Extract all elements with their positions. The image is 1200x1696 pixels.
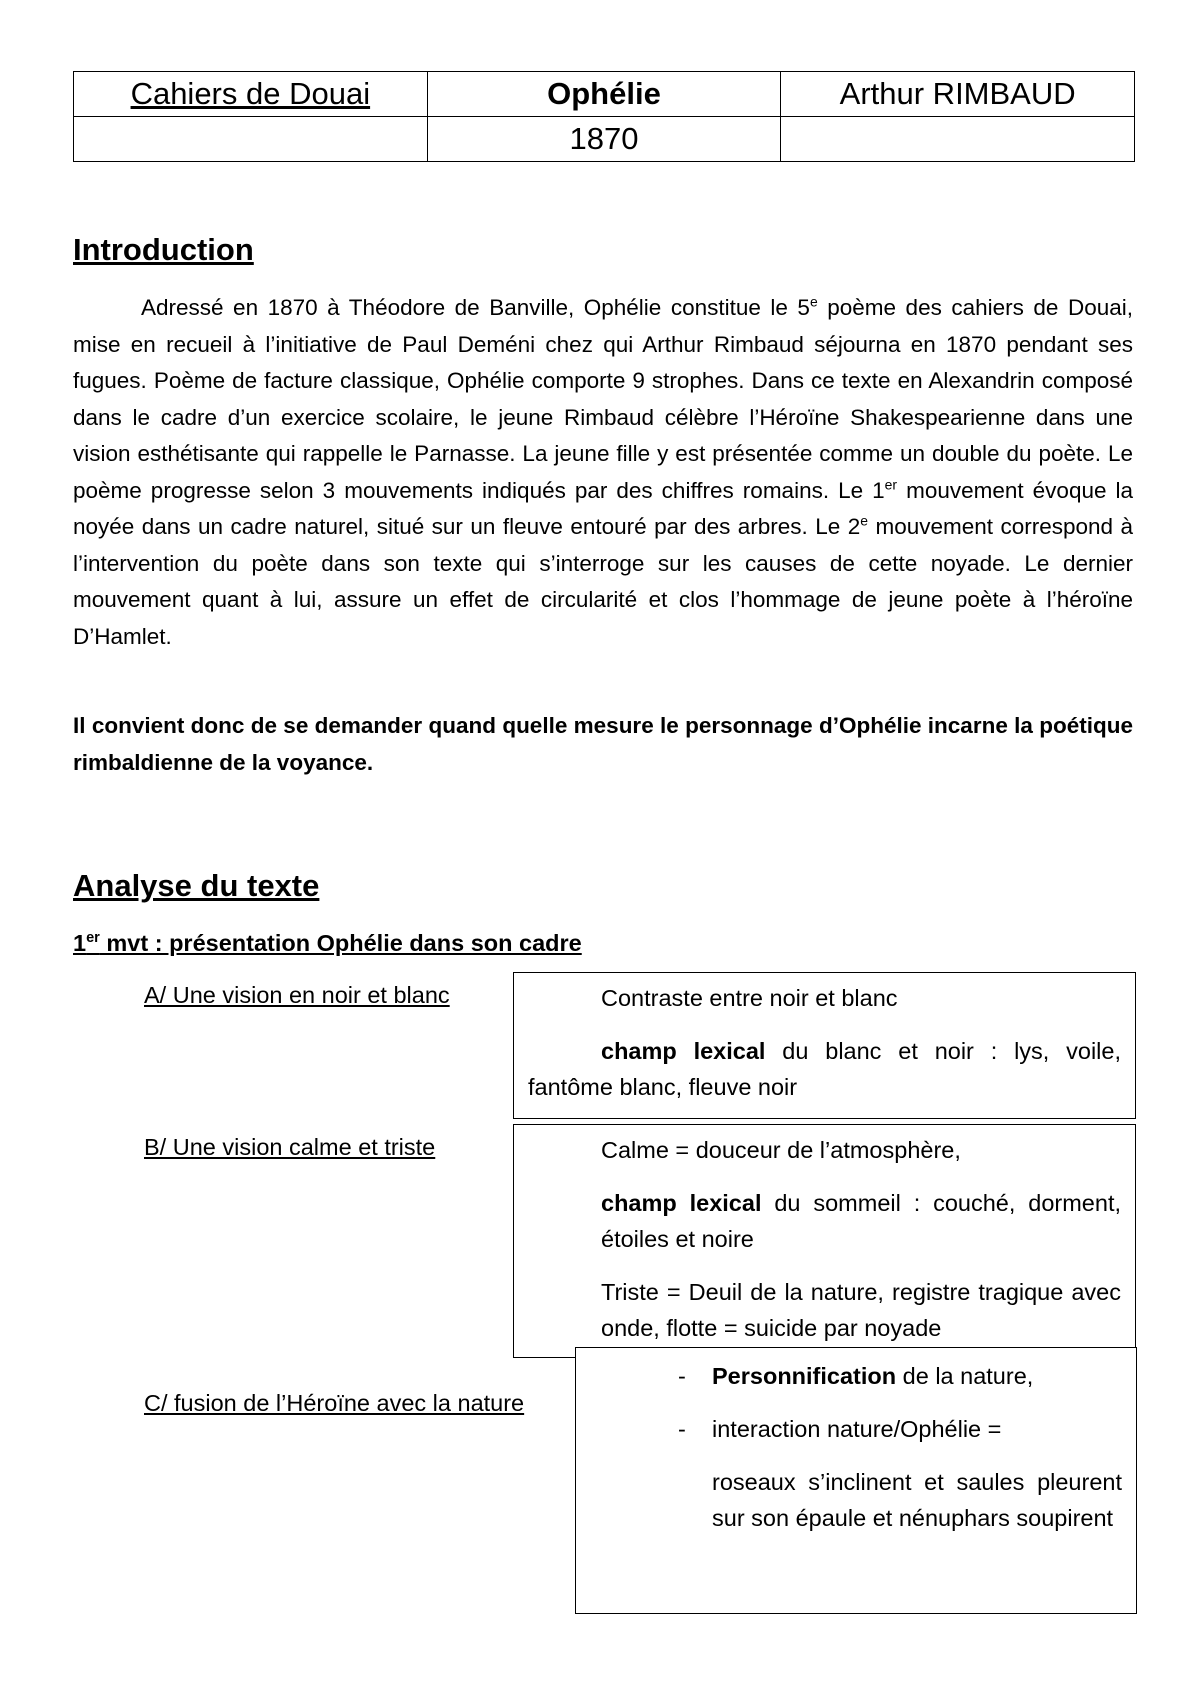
section-a-label: A/ Une vision en noir et blanc	[144, 982, 450, 1008]
author-name: Arthur RIMBAUD	[781, 72, 1135, 117]
section-c-box	[575, 1347, 1137, 1614]
problematique: Il convient donc de se demander quand quelle mesure le personnage d’Ophélie incarne la poétique rimbaldienne de la voyance.	[73, 713, 1133, 775]
section-b-line: Calme = douceur de l’atmosphère,	[601, 1137, 961, 1163]
section-a-line: Contraste entre noir et blanc	[601, 985, 898, 1011]
introduction-heading: Introduction	[73, 232, 254, 267]
poem-title: Ophélie	[427, 72, 781, 117]
analyse-heading: Analyse du texte	[73, 868, 320, 903]
section-b-label: B/ Une vision calme et triste	[144, 1134, 436, 1160]
empty-cell	[781, 117, 1135, 162]
section-b-triste: Triste = Deuil de la nature, registre tragique avec onde, flotte = suicide par noyade	[601, 1279, 1121, 1341]
section-b-lexical: champ lexical du sommeil : couché, dorment, étoiles et noire	[601, 1190, 1122, 1252]
empty-cell	[74, 117, 428, 162]
introduction-paragraph: Adressé en 1870 à Théodore de Banville, Ophélie constitue le 5e poème des cahiers de Douai, mise en recueil à l’initiative de Paul Deméni chez qui Arthur Rimbaud séjourna en 1870 pendant ses fugues. Poème de facture classique, Ophélie comporte 9 strophes. Dans ce texte en Alexandrin composé dans le cadre d’un exercice scolaire, le jeune Rimbaud célèbre l’Héroïne Shakespearienne dans une vision esthétisante qui rappelle le Parnasse. La jeune fille y est présentée comme un double du poète. Le poème progresse selon 3 mouvements indiqués par des chiffres romains. Le 1er mouvement évoque la noyée dans un cadre naturel, situé sur un fleuve entouré par des arbres. Le 2e mouvement correspond à l’intervention du poète dans son texte qui s’interroge sur les causes de cette noyade. Le dernier mouvement quant à lui, assure un effet de circularité et clos l’hommage de jeune poète à l’héroïne D’Hamlet.	[73, 293, 1134, 649]
dash-bullet: -	[678, 1416, 686, 1442]
dash-bullet: -	[678, 1363, 686, 1389]
section-c-item-3: roseaux s’inclinent et saules pleurent sur son épaule et nénuphars soupirent	[712, 1469, 1122, 1531]
year-cell: 1870	[427, 117, 781, 162]
section-a-box	[513, 972, 1136, 1119]
section-c-item-2: - interaction nature/Ophélie =	[590, 1411, 1122, 1447]
collection-title: Cahiers de Douai	[74, 72, 428, 117]
section-c-label: C/ fusion de l’Héroïne avec la nature	[144, 1390, 525, 1416]
section-a-lexical: champ lexical du blanc et noir : lys, voile, fantôme blanc, fleuve noir	[528, 1038, 1122, 1100]
section-c-item-1: - Personnification de la nature,	[590, 1358, 1122, 1394]
header-table	[73, 71, 1135, 162]
section-b-box	[513, 1124, 1136, 1358]
movement-1-heading: 1er mvt : présentation Ophélie dans son cadre	[73, 930, 582, 956]
